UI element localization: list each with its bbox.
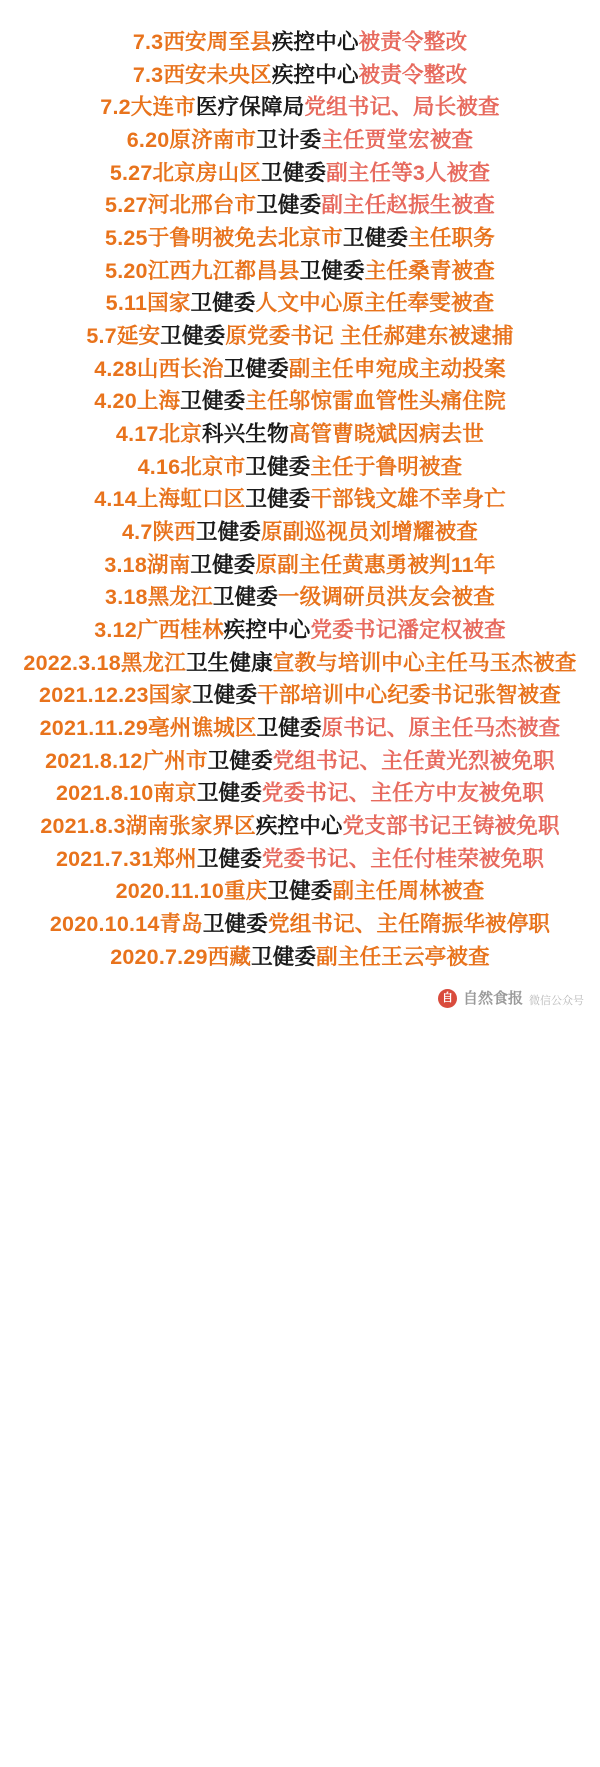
item-date: 5.11: [105, 291, 148, 316]
item-place: 上海虹口区: [136, 487, 246, 512]
item-detail: 副主任王云亭被查: [316, 944, 490, 969]
list-item: [18, 745, 582, 778]
item-place: 河北邢台市: [147, 193, 257, 218]
item-place: 黑龙江: [120, 650, 186, 675]
item-organization: 卫健委: [261, 160, 327, 185]
item-detail: 被责令整改: [358, 62, 468, 87]
item-organization: 卫健委: [192, 683, 258, 708]
item-organization: 卫健委: [190, 291, 256, 316]
list-item: [18, 483, 582, 516]
item-detail: 人文中心原主任奉雯被查: [255, 291, 495, 316]
item-date: 5.27: [105, 193, 148, 218]
item-detail: 主任职务: [408, 226, 495, 251]
item-detail: 原党委书记 主任郝建东被逮捕: [225, 324, 514, 349]
list-item: [18, 810, 582, 843]
item-detail: 党组书记、局长被查: [304, 95, 500, 120]
item-date: 2021.8.3: [40, 814, 126, 839]
watermark-logo-icon: 自: [438, 989, 457, 1008]
item-organization: 卫健委: [256, 193, 322, 218]
item-date: 2021.12.23: [39, 683, 149, 708]
item-organization: 卫健委: [343, 226, 409, 251]
list-item: [18, 908, 582, 941]
item-date: 2022.3.18: [23, 650, 121, 675]
item-date: 3.18: [105, 585, 148, 610]
item-place: 湖南张家界区: [125, 814, 256, 839]
item-detail: 副主任周林被查: [332, 879, 485, 904]
item-place: 西安未央区: [163, 62, 272, 87]
item-place: 黑龙江: [147, 585, 213, 610]
list-item: [18, 59, 582, 92]
item-detail: 党组书记、主任隋振华被停职: [268, 912, 551, 937]
list-item: [18, 941, 582, 974]
item-date: 5.20: [105, 258, 148, 283]
item-detail: 副主任等3人被查: [326, 160, 491, 185]
item-place: 广西桂林: [136, 618, 224, 643]
item-date: 6.20: [126, 128, 170, 153]
item-place: 江西九江都昌县: [147, 258, 300, 283]
list-item: [18, 287, 582, 320]
item-date: 5.27: [109, 160, 153, 185]
item-organization: 疾控中心: [255, 814, 343, 839]
item-date: 2020.11.10: [115, 879, 224, 904]
list-item: [18, 320, 582, 353]
item-date: 7.2: [100, 95, 131, 120]
item-place: 北京房山区: [152, 160, 261, 185]
item-place: 大连市: [130, 95, 196, 120]
item-place: 西藏: [207, 944, 252, 969]
item-place: 于鲁明被免去北京市: [147, 226, 344, 251]
item-date: 2021.8.12: [45, 748, 143, 773]
list-item: [18, 712, 582, 745]
item-date: 4.20: [94, 389, 137, 414]
item-date: 4.28: [94, 356, 137, 381]
item-place: 延安: [116, 324, 161, 349]
item-organization: 卫健委: [223, 356, 289, 381]
item-date: 7.3: [132, 30, 164, 54]
item-date: 2021.8.10: [55, 781, 154, 806]
item-organization: 卫健委: [196, 846, 262, 871]
list-item: [18, 777, 582, 810]
list-item: [18, 255, 582, 288]
item-place: 亳州谯城区: [148, 716, 257, 741]
item-detail: 党委书记、主任方中友被免职: [261, 781, 545, 806]
item-detail: 党委书记、主任付桂荣被免职: [261, 846, 545, 871]
item-place: 原济南市: [169, 128, 257, 153]
item-organization: 卫健委: [212, 585, 278, 610]
watermark-sub: 微信公众号: [529, 995, 584, 1008]
list-item: [18, 581, 582, 614]
item-place: 重庆: [224, 879, 268, 904]
list-item: [18, 91, 582, 124]
item-organization: 卫健委: [251, 944, 317, 969]
list-item: [18, 516, 582, 549]
list-item: [18, 875, 582, 908]
item-organization: 卫健委: [256, 716, 322, 741]
item-date: 4.17: [115, 422, 159, 447]
item-place: 青岛: [159, 912, 203, 937]
item-place: 南京: [153, 781, 197, 806]
item-place: 国家: [147, 291, 191, 316]
item-place: 国家: [148, 683, 193, 708]
item-detail: 党委书记潘定权被查: [310, 618, 506, 643]
list-item: [18, 124, 582, 157]
item-detail: 原书记、原主任马杰被查: [321, 716, 561, 741]
item-date: 7.3: [132, 62, 164, 87]
list-item: [18, 451, 582, 484]
item-place: 郑州: [153, 846, 197, 871]
item-organization: 卫健委: [245, 487, 311, 512]
item-detail: 党组书记、主任黄光烈被免职: [272, 748, 555, 773]
item-detail: 副主任申宛成主动投案: [288, 356, 506, 381]
item-place: 北京: [158, 422, 202, 447]
item-date: 4.16: [137, 454, 181, 479]
item-organization: 卫健委: [267, 879, 333, 904]
item-place: 湖南: [147, 552, 191, 577]
item-detail: 原副主任黄惠勇被判11年: [255, 552, 496, 577]
item-detail: 宣教与培训中心主任马玉杰被查: [272, 650, 577, 675]
item-place: 上海: [136, 389, 181, 414]
item-detail: 党支部书记王铸被免职: [342, 814, 560, 839]
item-date: 4.7: [121, 520, 153, 545]
item-organization: 卫健委: [160, 324, 226, 349]
item-date: 3.18: [104, 552, 147, 577]
watermark: [0, 983, 600, 1020]
list-item: [18, 222, 582, 255]
list-item: [18, 843, 582, 876]
item-organization: 卫生健康: [185, 650, 273, 675]
item-detail: 副主任赵振生被查: [321, 193, 495, 218]
item-organization: 医疗保障局: [195, 95, 305, 120]
item-organization: 卫健委: [190, 552, 256, 577]
item-date: 4.14: [94, 487, 137, 512]
item-detail: 被责令整改: [358, 30, 468, 54]
item-organization: 科兴生物: [201, 422, 289, 447]
item-organization: 卫健委: [299, 258, 365, 283]
item-detail: 主任邬惊雷血管性头痛住院: [245, 389, 506, 414]
item-organization: 卫健委: [196, 781, 262, 806]
item-date: 5.7: [86, 324, 117, 349]
item-place: 陕西: [152, 520, 196, 545]
item-date: 2021.11.29: [39, 716, 149, 741]
item-date: 2020.10.14: [49, 912, 160, 937]
item-detail: 主任于鲁明被查: [310, 454, 463, 479]
item-organization: 卫健委: [195, 520, 261, 545]
list-item: [18, 189, 582, 222]
item-detail: 主任桑青被查: [364, 258, 495, 283]
item-detail: 原副巡视员刘增耀被查: [261, 520, 479, 545]
item-organization: 卫计委: [256, 128, 322, 153]
item-organization: 卫健委: [207, 748, 273, 773]
item-detail: 主任贾堂宏被查: [321, 128, 474, 153]
watermark-name: 自然食报: [462, 990, 523, 1008]
item-organization: 疾控中心: [271, 62, 359, 87]
item-place: 北京市: [180, 454, 246, 479]
list-item: [18, 157, 582, 190]
item-organization: 卫健委: [202, 912, 268, 937]
list-item: [18, 385, 582, 418]
item-detail: 高管曹晓斌因病去世: [288, 422, 485, 447]
list-item: [18, 549, 582, 582]
item-detail: 干部钱文雄不幸身亡: [310, 487, 506, 512]
list-item: [18, 614, 582, 647]
list-item: [18, 26, 582, 59]
list-item: [18, 647, 582, 680]
list-item: [18, 679, 582, 712]
item-date: 2021.7.31: [55, 846, 154, 871]
item-place: 山西长治: [136, 356, 224, 381]
list-item: [18, 353, 582, 386]
item-date: 2020.7.29: [110, 944, 208, 969]
item-organization: 卫健委: [245, 454, 311, 479]
item-place: 西安周至县: [163, 30, 272, 54]
item-detail: 一级调研员洪友会被查: [277, 585, 495, 610]
item-organization: 疾控中心: [223, 618, 311, 643]
item-date: 3.12: [94, 618, 137, 643]
item-detail: 干部培训中心纪委书记张智被查: [257, 683, 561, 708]
item-organization: 卫健委: [180, 389, 246, 414]
item-place: 广州市: [142, 748, 208, 773]
list-item: [18, 418, 582, 451]
item-organization: 疾控中心: [271, 30, 359, 54]
item-date: 5.25: [105, 226, 148, 251]
